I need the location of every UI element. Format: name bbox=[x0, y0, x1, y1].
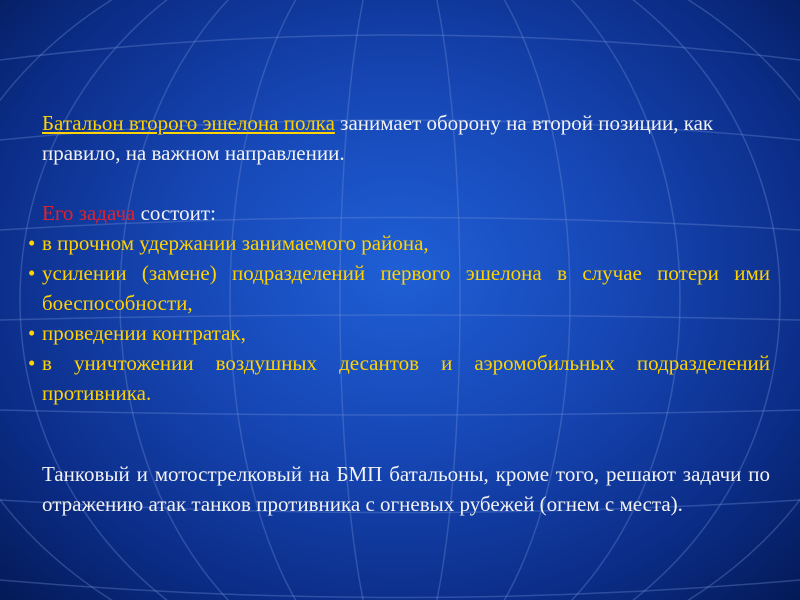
intro-text: занимает оборону на второй позиции, как правило, на важном направлении. bbox=[42, 111, 714, 165]
spacer bbox=[28, 408, 770, 438]
task-text: в уничтожении воздушных десантов и аэромобильных подразделений противника. bbox=[42, 351, 770, 405]
slide-text bbox=[28, 108, 770, 540]
bullet-icon: • bbox=[28, 351, 36, 375]
task-text: проведении контратак, bbox=[42, 321, 246, 345]
intro-highlight: Батальон второго эшелона полка bbox=[42, 111, 335, 135]
bullet-icon: • bbox=[28, 321, 36, 345]
task-intro-highlight: Его задача bbox=[42, 201, 136, 225]
task-text: усилении (замене) подразделений первого эшелона в случае потери ими боеспособности, bbox=[42, 261, 770, 315]
task-intro-paragraph bbox=[42, 198, 770, 228]
bullet-icon: • bbox=[28, 231, 36, 255]
spacer bbox=[28, 168, 770, 198]
task-text: в прочном удержании занимаемого района, bbox=[42, 231, 429, 255]
bullet-icon: • bbox=[28, 261, 36, 285]
intro-paragraph bbox=[42, 108, 770, 168]
task-intro-text: состоит: bbox=[135, 201, 216, 225]
list-item bbox=[28, 318, 770, 348]
list-item bbox=[28, 258, 770, 318]
list-item bbox=[28, 348, 770, 408]
list-item bbox=[28, 228, 770, 258]
closing-paragraph: Танковый и мотострелковый на БМП батальоны, кроме того, решают задачи по отражению атак танков противника с огневых рубежей (огнем с места). bbox=[42, 462, 770, 516]
task-list bbox=[28, 228, 770, 408]
